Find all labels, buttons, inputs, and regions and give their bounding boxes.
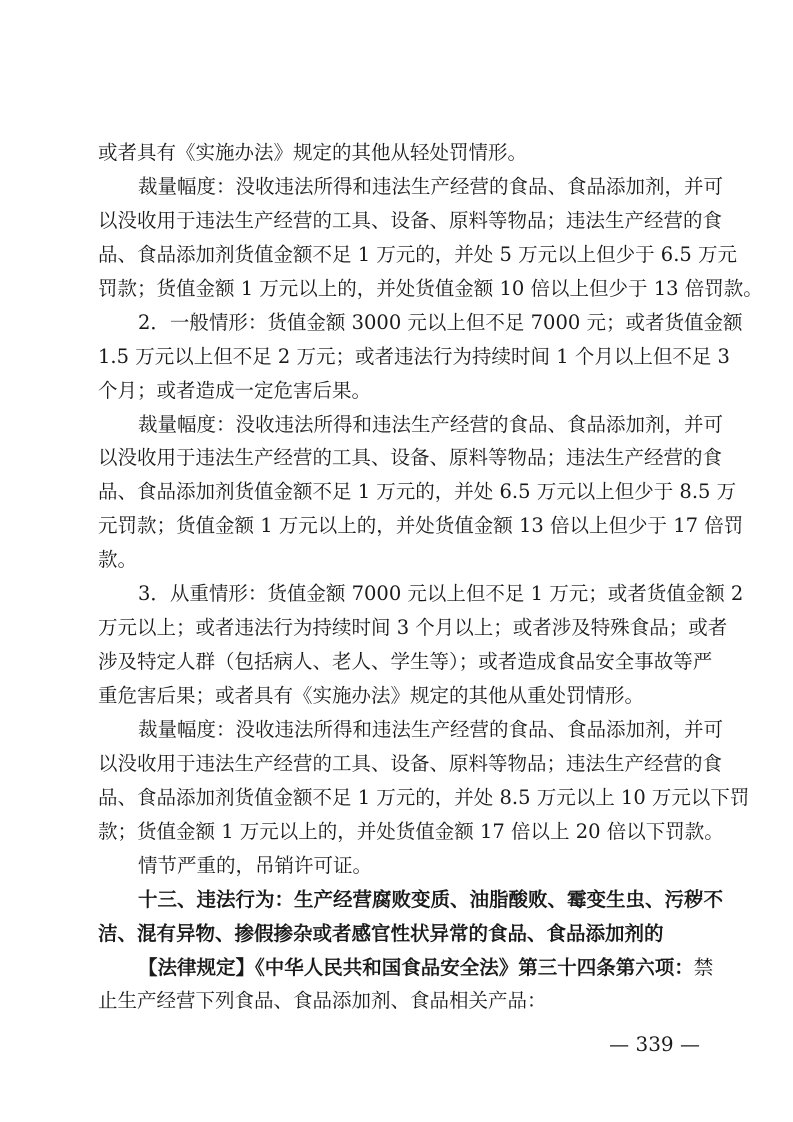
- text-line: 品、食品添加剂货值金额不足 1 万元的，并处 8.5 万元以上 10 万元以下罚: [98, 785, 750, 809]
- text-line: 元罚款；货值金额 1 万元以上的，并处货值金额 13 倍以上但少于 17 倍罚: [98, 514, 744, 538]
- text-line: 情节严重的，吊销许可证。: [138, 853, 373, 877]
- section-heading: [98, 883, 724, 951]
- text-line: 罚款；货值金额 1 万元以上的，并处货值金额 10 倍以上但少于 13 倍罚款。: [98, 276, 763, 300]
- text-line: 1.5 万元以上但不足 2 万元；或者违法行为持续时间 1 个月以上但不足 3: [98, 344, 730, 368]
- text-line: 重危害后果；或者具有《实施办法》规定的其他从重处罚情形。: [98, 684, 645, 707]
- paragraph: [98, 306, 743, 408]
- legal-provision-label: 【法律规定】《中华人民共和国食品安全法》第三十四条第六项：: [138, 955, 694, 979]
- text-line: 以没收用于违法生产经营的工具、设备、原料等物品；违法生产经营的食: [98, 751, 723, 775]
- document-body: [98, 136, 763, 1018]
- text-line: 2．一般情形：货值金额 3000 元以上但不足 7000 元；或者货值金额: [138, 310, 743, 334]
- paragraph: [98, 951, 714, 1019]
- text-line: 裁量幅度：没收违法所得和违法生产经营的食品、食品添加剂，并可: [138, 717, 724, 741]
- page-number: — 339 —: [609, 1032, 700, 1056]
- text-line: 或者具有《实施办法》规定的其他从轻处罚情形。: [98, 141, 528, 164]
- text-line: 以没收用于违法生产经营的工具、设备、原料等物品；违法生产经营的食: [98, 208, 723, 232]
- text-line: 止生产经营下列食品、食品添加剂、食品相关产品：: [98, 989, 547, 1013]
- paragraph: [98, 849, 700, 883]
- paragraph: [98, 713, 750, 849]
- text-fragment: 禁: [693, 955, 714, 979]
- text-line: 款；货值金额 1 万元以上的，并处货值金额 17 倍以上 20 倍以下罚款。: [98, 819, 724, 843]
- paragraph: [98, 408, 744, 578]
- text-line: 品、食品添加剂货值金额不足 1 万元的，并处 5 万元以上但少于 6.5 万元: [98, 242, 738, 266]
- paragraph: [98, 136, 700, 170]
- text-line: 3．从重情形：货值金额 7000 元以上但不足 1 万元；或者货值金额 2: [138, 582, 744, 606]
- text-line: 涉及特定人群（包括病人、老人、学生等）；或者造成食品安全事故等严: [98, 650, 713, 674]
- text-line: 个月；或者造成一定危害后果。: [98, 378, 372, 402]
- text-line: 以没收用于违法生产经营的工具、设备、原料等物品；违法生产经营的食: [98, 446, 723, 470]
- text-line: 十三、违法行为：生产经营腐败变质、油脂酸败、霉变生虫、污秽不: [138, 887, 724, 911]
- text-line: [98, 951, 714, 985]
- text-line: 款。: [98, 548, 138, 572]
- text-line: 万元以上；或者违法行为持续时间 3 个月以上；或者涉及特殊食品；或者: [98, 616, 728, 640]
- text-line: 品、食品添加剂货值金额不足 1 万元的，并处 6.5 万元以上但少于 8.5 万: [98, 480, 737, 504]
- text-line: 裁量幅度：没收违法所得和违法生产经营的食品、食品添加剂，并可: [138, 174, 724, 198]
- paragraph: [98, 577, 744, 713]
- text-line: 裁量幅度：没收违法所得和违法生产经营的食品、食品添加剂，并可: [138, 412, 724, 436]
- text-line: 洁、混有异物、掺假掺杂或者感官性状异常的食品、食品添加剂的: [98, 921, 664, 945]
- paragraph: [98, 170, 763, 306]
